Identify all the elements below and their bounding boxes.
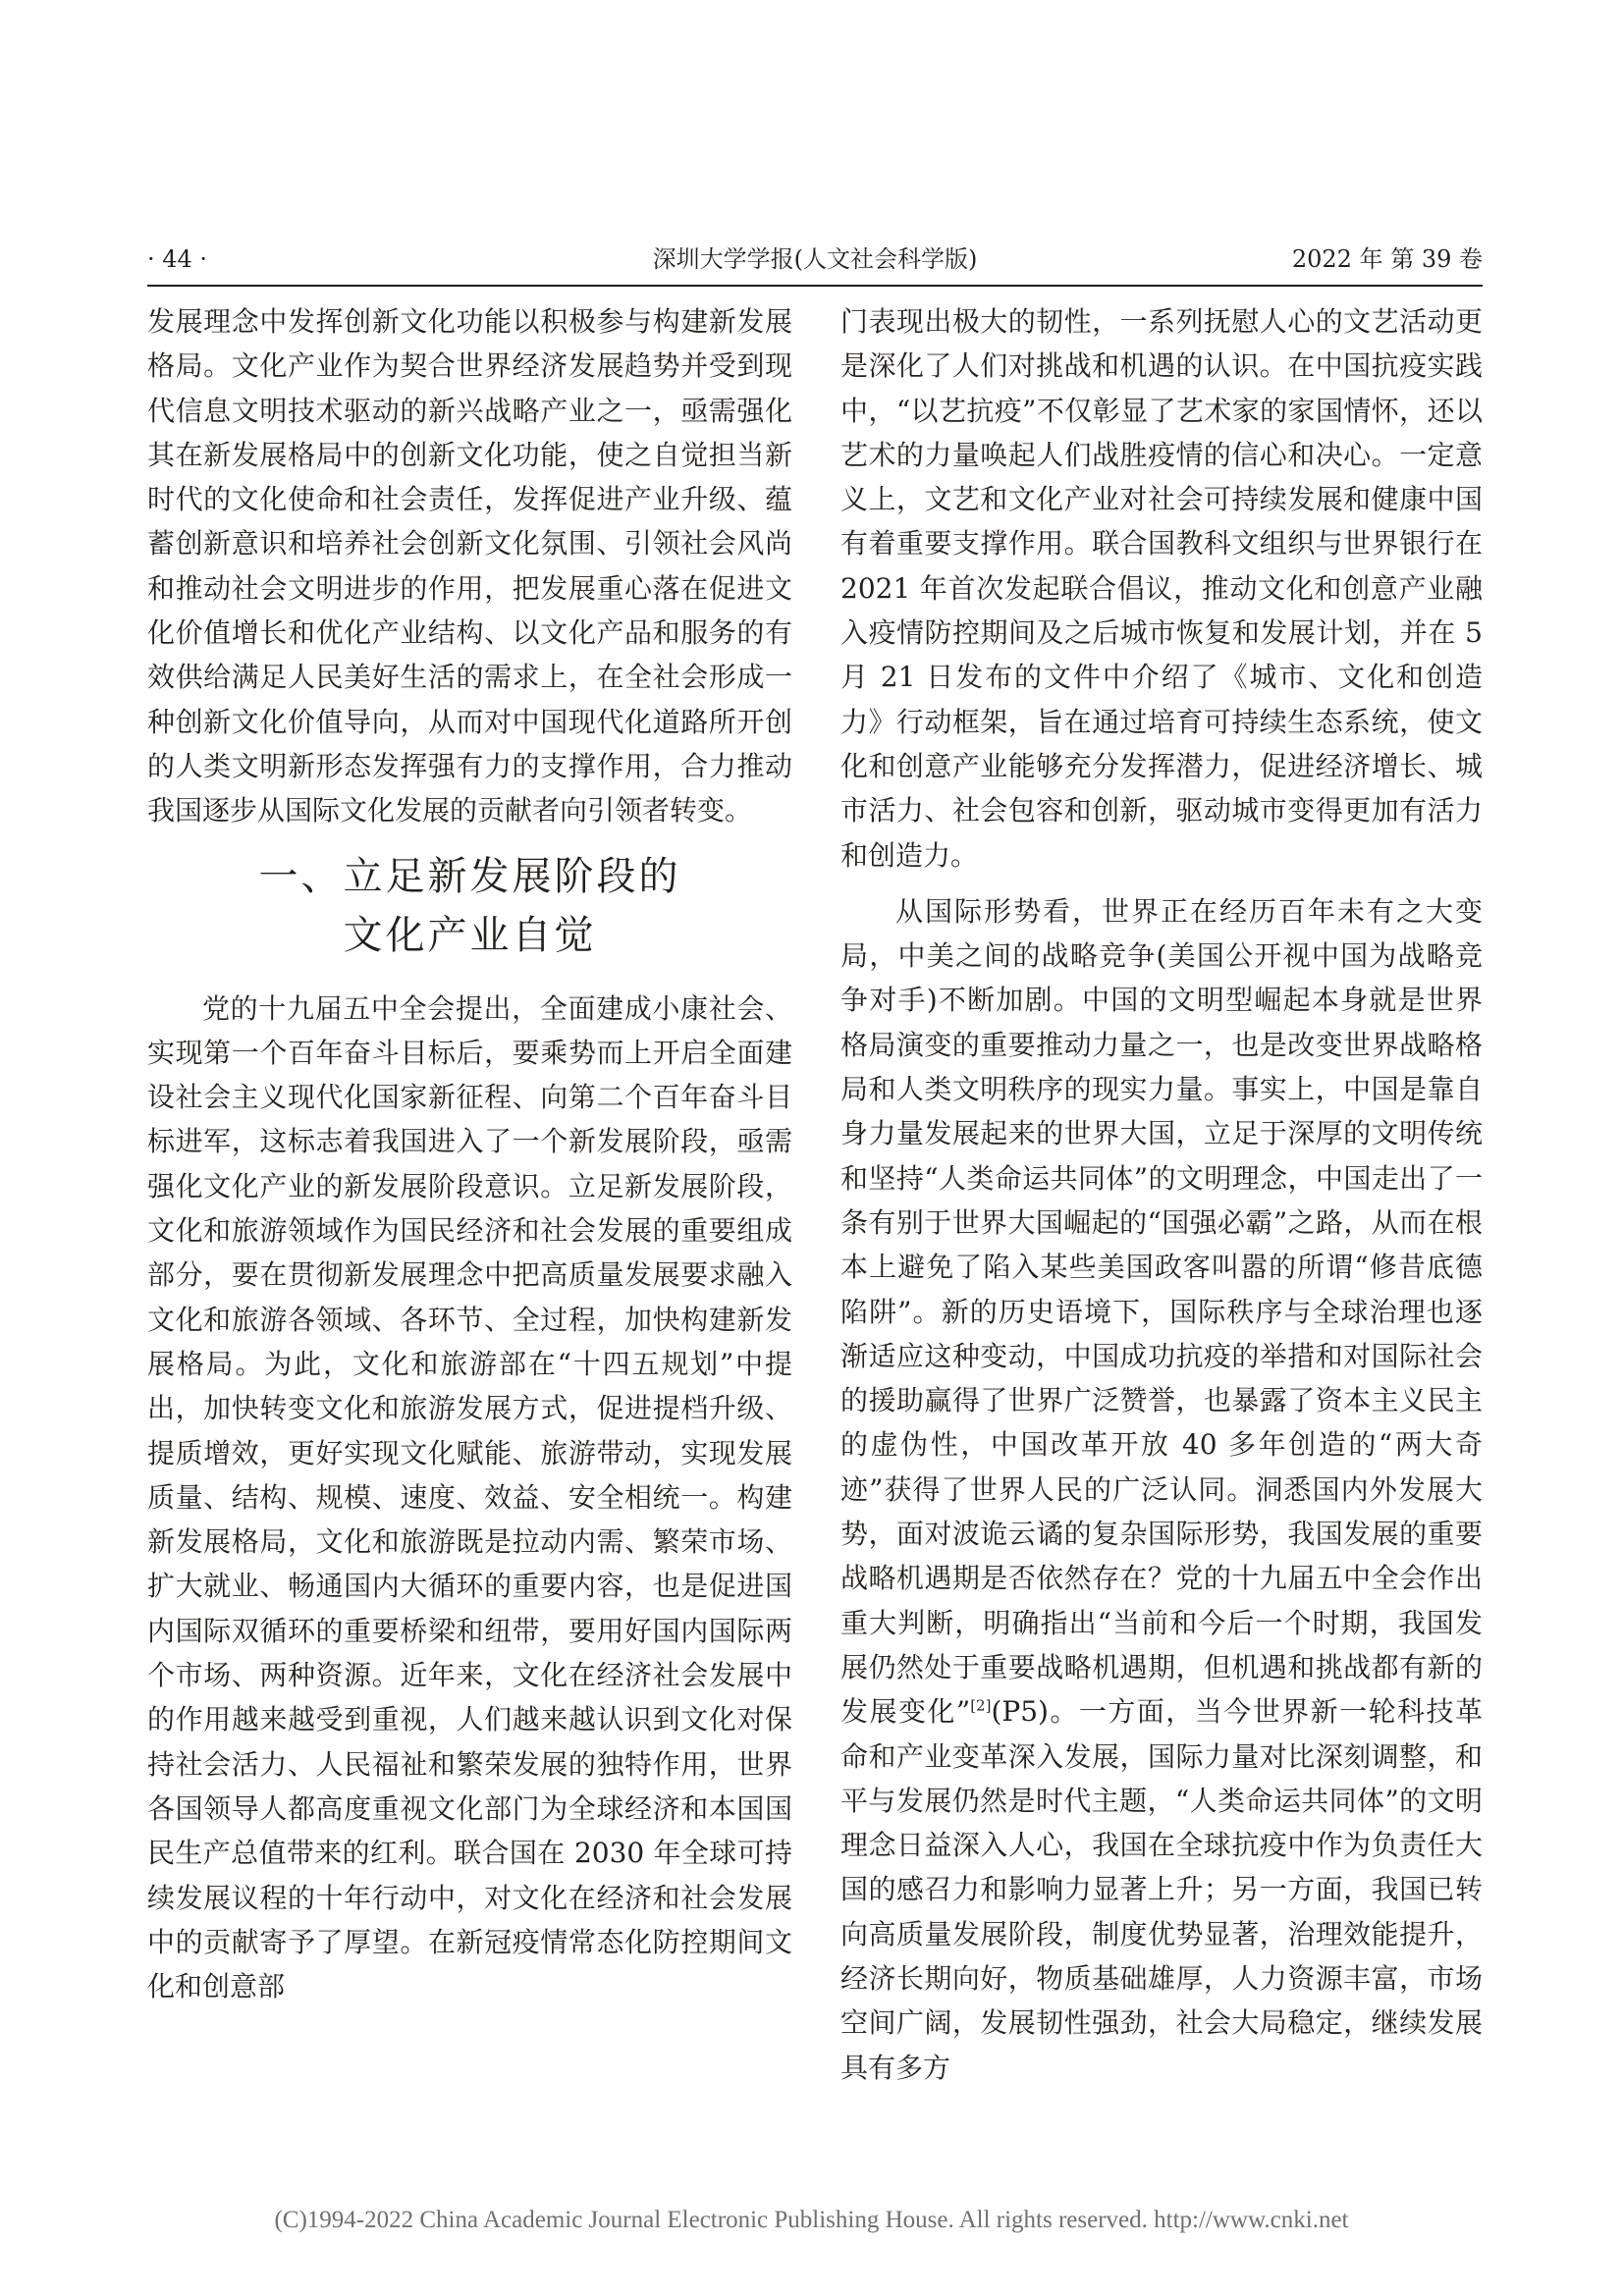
copyright-footer: (C)1994-2022 China Academic Journal Electronic Publishing House. All rights reserved. http://www.cnki.net [274, 2207, 1349, 2233]
section-heading-line-2: 文化产业自觉 [343, 912, 597, 958]
paragraph [840, 889, 1483, 2090]
section-heading [147, 847, 792, 965]
paragraph-text: 从国际形势看，世界正在经历百年未有之大变局，中美之间的战略竞争(美国公开视中国为战略竞争对手)不断加剧。中国的文明型崛起本身就是世界格局演变的重要推动力量之一，也是改变世界战略格局和人类文明秩序的现实力量。事实上，中国是靠自身力量发展起来的世界大国，立足于深厚的文明传统和坚持“人类命运共同体”的文明理念，中国走出了一条有别于世界大国崛起的“国强必霸”之路，从而在根本上避免了陷入某些美国政客叫嚣的所谓“修昔底德陷阱”。新的历史语境下，国际秩序与全球治理也逐渐适应这种变动，中国成功抗疫的举措和对国际社会的援助赢得了世界广泛赞誉，也暴露了资本主义民主的虚伪性，中国改革开放 40 多年创造的“两大奇迹”获得了世界人民的广泛认同。洞悉国内外发展大势，面对波诡云谲的复杂国际形势，我国发展的重要战略机遇期是否依然存在？党的十九届五中全会作出重大判断，明确指出“当前和今后一个时期，我国发展仍然处于重要战略机遇期，但机遇和挑战都有新的发展变化” [840, 894, 1483, 1729]
right-column [840, 299, 1483, 2090]
page-number: · 44 · [147, 245, 208, 273]
volume-info: 2022 年 第 39 卷 [1291, 245, 1483, 273]
paragraph-continued: 发展理念中发挥创新文化功能以积极参与构建新发展格局。文化产业作为契合世界经济发展趋势并受到现代信息文明技术驱动的新兴战略产业之一，亟需强化其在新发展格局中的创新文化功能，使之自觉担当新时代的文化使命和社会责任，发挥促进产业升级、蕴蓄创新意识和培养社会创新文化氛围、引领社会风尚和推动社会文明进步的作用，把发展重心落在促进文化价值增长和优化产业结构、以文化产品和服务的有效供给满足人民美好生活的需求上，在全社会形成一种创新文化价值导向，从而对中国现代化道路所开创的人类文明新形态发挥强有力的支撑作用，合力推动我国逐步从国际文化发展的贡献者向引领者转变。 [147, 305, 792, 828]
running-header [147, 240, 1483, 279]
header-rule [147, 285, 1483, 287]
paragraph-text-cont: (P5)。一方面，当今世界新一轮科技革命和产业变革深入发展，国际力量对比深刻调整，和平与发展仍然是时代主题，“人类命运共同体”的文明理念日益深入人心，我国在全球抗疫中作为负责任大国的感召力和影响力显著上升；另一方面，我国已转向高质量发展阶段，制度优势显著，治理效能提升，经济长期向好，物质基础雄厚，人力资源丰富，市场空间广阔，发展韧性强劲，社会大局稳定，继续发展具有多方 [840, 1695, 1483, 2084]
paragraph: 党的十九届五中全会提出，全面建成小康社会、实现第一个百年奋斗目标后，要乘势而上开启全面建设社会主义现代化国家新征程、向第二个百年奋斗目标进军，这标志着我国进入了一个新发展阶段，亟需强化文化产业的新发展阶段意识。立足新发展阶段，文化和旅游领域作为国民经济和社会发展的重要组成部分，要在贯彻新发展理念中把高质量发展要求融入文化和旅游各领域、各环节、全过程，加快构建新发展格局。为此，文化和旅游部在“十四五规划”中提出，加快转变文化和旅游发展方式，促进提档升级、提质增效，更好实现文化赋能、旅游带动，实现发展质量、结构、规模、速度、效益、安全相统一。构建新发展格局，文化和旅游既是拉动内需、繁荣市场、扩大就业、畅通国内大循环的重要内容，也是促进国内国际双循环的重要桥梁和纽带，要用好国内国际两个市场、两种资源。近年来，文化在经济社会发展中的作用越来越受到重视，人们越来越认识到文化对保持社会活力、人民福祉和繁荣发展的独特作用，世界各国领导人都高度重视文化部门为全球经济和本国国民生产总值带来的红利。联合国在 2030 年全球可持续发展议程的十年行动中，对文化在经济和社会发展中的贡献寄予了厚望。在新冠疫情常态化防控期间文化和创意部 [147, 991, 792, 2003]
citation-ref[interactable]: [2] [970, 1696, 992, 1715]
journal-title: 深圳大学学报(人文社会科学版) [652, 245, 978, 273]
left-column [147, 299, 792, 2008]
section-heading-line-1: 一、立足新发展阶段的 [258, 853, 681, 899]
paragraph-continued: 门表现出极大的韧性，一系列抚慰人心的文艺活动更是深化了人们对挑战和机遇的认识。在中国抗疫实践中，“以艺抗疫”不仅彰显了艺术家的家国情怀，还以艺术的力量唤起人们战胜疫情的信心和决心。一定意义上，文艺和文化产业对社会可持续发展和健康中国有着重要支撑作用。联合国教科文组织与世界银行在 2021 年首次发起联合倡议，推动文化和创意产业融入疫情防控期间及之后城市恢复和发展计划，并在 5 月 21 日发布的文件中介绍了《城市、文化和创造力》行动框架，旨在通过培育可持续生态系统，使文化和创意产业能够充分发挥潜力，促进经济增长、城市活力、社会包容和创新，驱动城市变得更加有活力和创造力。 [840, 305, 1483, 872]
